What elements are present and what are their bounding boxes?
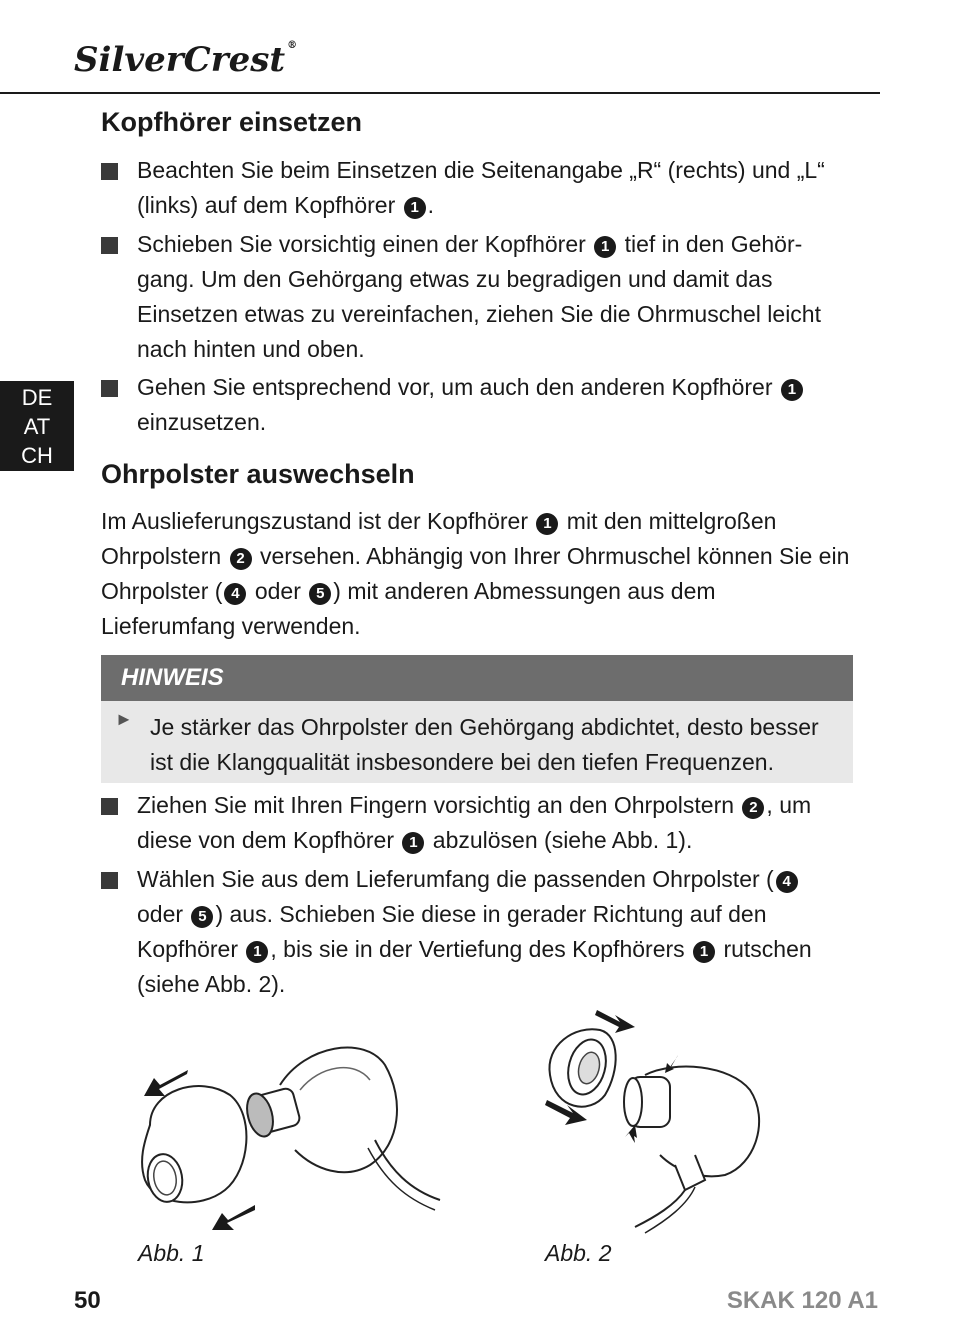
part-number-badge: 2 [230,548,252,570]
item-text: Ziehen Sie mit Ihren Fingern vorsichtig an den Ohrpolstern [137,792,735,818]
para-text: ) mit anderen Abmessungen aus dem Lieferumfang verwenden. [101,578,716,639]
para-text: Im Auslieferungszustand ist der Kopfhörer [101,508,529,534]
brand-logo [74,40,297,80]
item-text: oder [137,901,184,927]
item-text: Gehen Sie entsprechend vor, um auch den anderen Kopfhörer [137,374,773,400]
para-text: versehen. Abhängig von Ihrer Ohrmuschel können Sie ein Ohrpolster ( [101,543,850,604]
bullet-square [101,798,118,815]
arrow-icon [212,1205,255,1230]
part-number-badge: 1 [536,513,558,535]
language-de: DE [21,385,53,410]
para-text: oder [254,578,301,604]
note-heading: HINWEIS [121,664,224,691]
part-number-badge: 1 [693,941,715,963]
arrow-right-icon: ► [115,709,133,729]
item-text: Beachten Sie beim Einsetzen die Seitenangabe „R“ (rechts) und „L“ (links) auf dem Kopfhörer [137,157,825,218]
figure-2-illustration [535,1005,795,1235]
figure-2-caption: Abb. 2 [545,1240,612,1266]
item-text: . [427,192,435,218]
item-text: , um diese von dem Kopfhörer [137,792,812,853]
item-text: Wählen Sie aus dem Lieferumfang die passenden Ohrpolster ( [137,866,774,892]
item-text: rutschen (siehe Abb. 2). [137,936,812,997]
note-body [101,701,853,783]
brand-name: SilverCrest [74,40,286,80]
item-text: Schieben Sie vorsichtig einen der Kopfhörer [137,231,586,257]
language-tab [0,381,74,471]
arrow-icon [625,1125,637,1143]
language-ch: CH [21,443,53,468]
part-number-badge: 5 [191,906,213,928]
part-number-badge: 1 [404,197,426,219]
part-number-badge: 1 [781,379,803,401]
model-name: SKAK 120 A1 [726,1287,878,1314]
figure-1-caption: Abb. 1 [138,1240,205,1266]
part-number-badge: 1 [246,941,268,963]
note-text: Je stärker das Ohrpolster den Gehörgang abdichtet, desto besser ist die Klangqualität insbesondere bei den tiefen Frequenzen. [150,714,819,775]
part-number-badge: 2 [742,797,764,819]
list-item [101,370,861,440]
list-item [101,862,826,1002]
header-rule [0,92,880,94]
earphone-cable [635,1190,685,1227]
list-item [101,227,826,367]
part-number-badge: 4 [224,583,246,605]
bullet-square [101,237,118,254]
part-number-badge: 4 [776,871,798,893]
page-number: 50 [74,1287,101,1314]
bullet-square [101,380,118,397]
intro-paragraph [101,504,853,644]
item-text: abzulösen (siehe Abb. 1). [432,827,693,853]
part-number-badge: 1 [402,832,424,854]
part-number-badge: 1 [594,236,616,258]
part-number-badge: 5 [309,583,331,605]
section-title-insert: Kopfhörer einsetzen [101,107,363,137]
item-text: tief in den Gehör-gang. Um den Gehörgang etwas zu begradigen und damit das Einsetzen etwas zu vereinfachen, ziehen Sie die Ohrmuschel leicht nach hinten und oben. [137,231,821,362]
item-text: , bis sie in der Vertiefung des Kopfhörers [270,936,685,962]
figure-1-illustration [130,1030,450,1240]
bullet-square [101,163,118,180]
item-text: ) aus. Schieben Sie diese in gerader Richtung auf den Kopfhörer [137,901,767,962]
registered-mark: ® [287,40,298,51]
list-item [101,788,841,858]
list-item [101,153,841,223]
item-text: einzusetzen. [137,409,267,435]
language-at: AT [23,414,51,439]
section-title-replace: Ohrpolster auswechseln [101,459,415,489]
bullet-square [101,872,118,889]
para-text: mit den mittelgroßen Ohrpolstern [101,508,777,569]
note-header [101,655,853,701]
